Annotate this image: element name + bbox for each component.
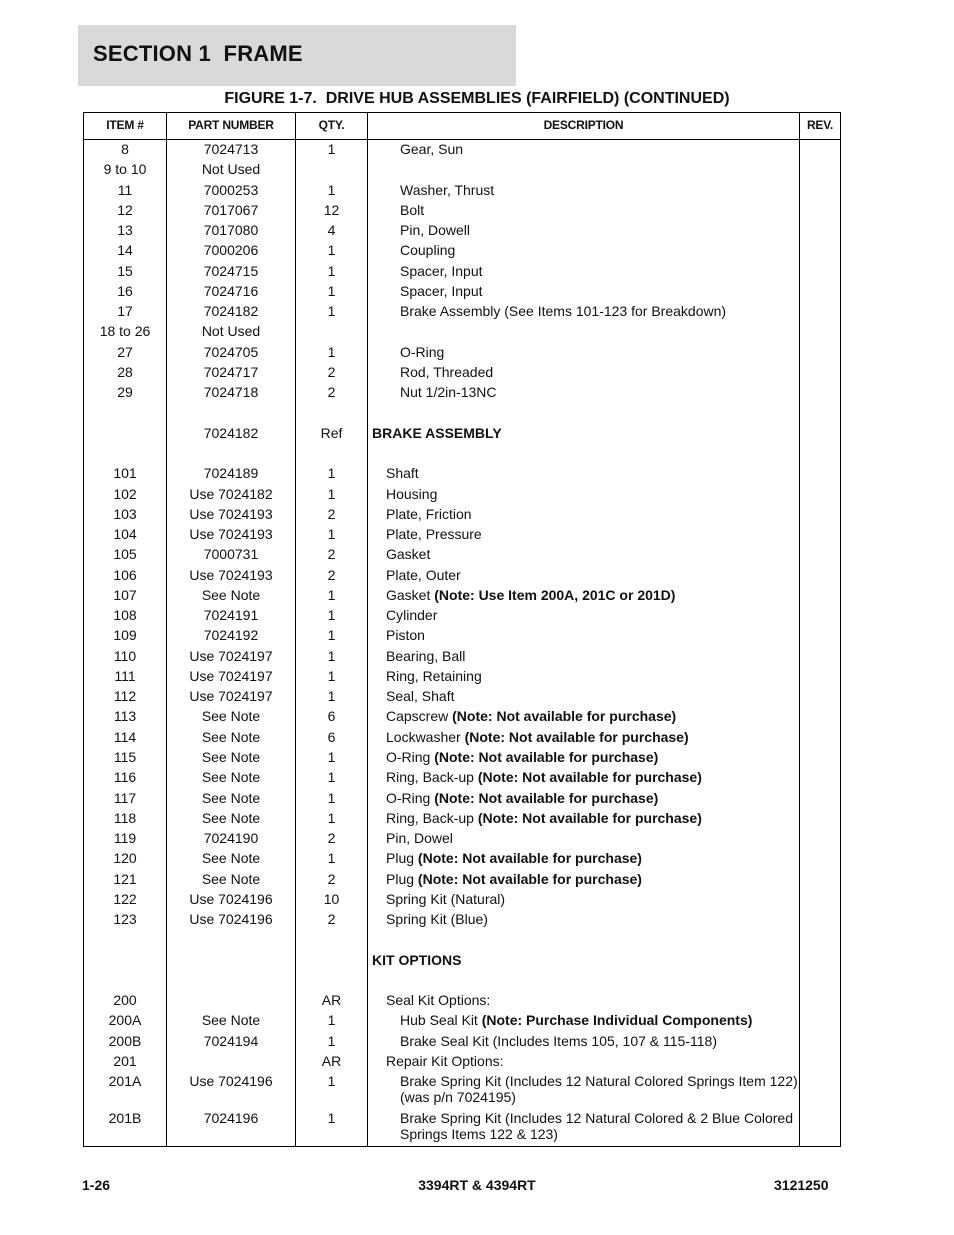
table-row — [84, 1011, 840, 1031]
table-row — [84, 971, 840, 991]
part-number: Use 7024196 — [189, 890, 273, 907]
part-number: Not Used — [201, 161, 261, 178]
description-text: Plate, Outer — [386, 566, 461, 583]
part-number: 7024189 — [203, 465, 259, 482]
table-row — [84, 1072, 840, 1109]
quantity: 1 — [327, 1073, 336, 1090]
description-text: O-Ring — [386, 748, 435, 765]
table-row — [84, 728, 840, 748]
table-row — [84, 241, 840, 261]
table-row — [84, 201, 840, 221]
quantity: 1 — [327, 789, 336, 806]
quantity: 1 — [327, 850, 336, 867]
description-text: Gear, Sun — [400, 141, 464, 157]
table-row — [84, 687, 840, 707]
item-number: 17 — [117, 303, 133, 320]
item-number: 119 — [113, 830, 137, 847]
description-text: Housing — [386, 485, 438, 502]
table-row — [84, 181, 840, 201]
item-number: 200B — [108, 1032, 142, 1049]
table-row — [84, 829, 840, 849]
item-number: 112 — [113, 688, 137, 705]
item-number: 107 — [113, 586, 137, 603]
description — [368, 627, 816, 643]
description-text: Brake Assembly (See Items 101-123 for Breakdown) — [400, 303, 727, 320]
table-row — [84, 322, 840, 342]
table-row — [84, 1109, 840, 1143]
description-text: Coupling — [400, 242, 456, 259]
description-note: (Note: Purchase Individual Components) — [481, 1012, 753, 1029]
quantity: Ref — [320, 424, 343, 441]
column-header-part-number: PART NUMBER — [188, 118, 274, 132]
part-number: 7000253 — [203, 181, 259, 198]
description — [368, 344, 830, 360]
description — [368, 952, 802, 968]
table-row — [84, 363, 840, 383]
table-row — [84, 140, 840, 160]
item-number: 104 — [113, 526, 137, 543]
table-row — [84, 606, 840, 626]
description — [368, 202, 830, 218]
description-text: Spring Kit (Blue) — [386, 911, 488, 928]
quantity: AR — [321, 992, 342, 1009]
description-text: Rod, Threaded — [400, 363, 494, 380]
item-number: 116 — [113, 769, 137, 786]
section-header-band — [78, 25, 516, 86]
quantity: 1 — [327, 465, 336, 482]
column-header-description: DESCRIPTION — [543, 118, 624, 132]
part-number: 7024194 — [203, 1032, 259, 1049]
quantity: 1 — [327, 343, 336, 360]
part-number: 7000731 — [203, 546, 259, 563]
item-number: 102 — [113, 485, 137, 502]
table-row — [84, 991, 840, 1011]
description — [368, 242, 830, 258]
quantity: 1 — [327, 647, 336, 664]
description-text: Spring Kit (Natural) — [386, 890, 506, 907]
part-number: Use 7024182 — [189, 485, 273, 502]
item-number: 123 — [113, 911, 137, 928]
table-row — [84, 667, 840, 687]
column-header-qty: QTY. — [318, 118, 345, 132]
table-row — [84, 930, 840, 950]
table-row — [84, 262, 840, 282]
table-row — [84, 1052, 840, 1072]
description-text: Seal, Shaft — [386, 688, 455, 705]
item-number: 111 — [114, 667, 136, 684]
item-number: 15 — [117, 262, 133, 279]
table-row — [84, 789, 840, 809]
table-row — [84, 505, 840, 525]
description-text: Bearing, Ball — [386, 647, 466, 664]
part-number: 7024182 — [203, 303, 259, 320]
item-number: 8 — [121, 141, 129, 157]
description-text: Ring, Back-up — [386, 769, 478, 786]
part-number: 7024196 — [203, 1110, 259, 1127]
quantity: 2 — [327, 830, 336, 847]
table-row — [84, 545, 840, 565]
table-row — [84, 586, 840, 606]
quantity: 1 — [327, 667, 336, 684]
description-text: Plate, Friction — [386, 505, 472, 522]
part-number: Use 7024197 — [189, 688, 273, 705]
quantity: 1 — [327, 769, 336, 786]
item-number: 109 — [113, 627, 137, 644]
part-number: See Note — [201, 708, 261, 725]
item-number: 103 — [113, 505, 137, 522]
quantity: 2 — [327, 384, 336, 401]
quantity: 1 — [327, 242, 336, 259]
description — [368, 668, 816, 684]
description — [368, 546, 816, 562]
description — [368, 850, 816, 866]
description-text: Pin, Dowell — [400, 222, 471, 239]
part-number: See Note — [201, 748, 261, 765]
description — [368, 648, 816, 664]
description — [368, 1053, 816, 1069]
description — [368, 567, 816, 583]
table-row — [84, 282, 840, 302]
part-number: Use 7024197 — [189, 647, 273, 664]
part-number: Not Used — [201, 323, 261, 340]
description-note: (Note: Use Item 200A, 201C or 201D) — [434, 586, 676, 603]
part-number: See Note — [201, 850, 261, 867]
document-number: 3121250 — [774, 1177, 829, 1193]
quantity: 1 — [327, 262, 336, 279]
table-row — [84, 910, 840, 930]
item-number: 200A — [108, 1012, 142, 1029]
description — [368, 830, 816, 846]
page-number: 1-26 — [82, 1177, 111, 1193]
description — [368, 587, 816, 603]
quantity: 1 — [327, 303, 336, 320]
description — [368, 425, 802, 441]
description-text: Nut 1/2in-13NC — [400, 384, 497, 401]
item-number: 27 — [117, 343, 133, 360]
part-number: 7024190 — [203, 830, 259, 847]
part-number: Use 7024193 — [189, 505, 273, 522]
description — [368, 465, 816, 481]
part-number: Use 7024196 — [189, 911, 273, 928]
item-number: 13 — [117, 222, 133, 239]
item-number: 117 — [113, 789, 137, 806]
quantity: 10 — [323, 890, 340, 907]
item-number: 106 — [113, 566, 137, 583]
item-number: 11 — [117, 181, 133, 198]
parts-table-body — [84, 140, 840, 1143]
table-row — [84, 1032, 840, 1052]
quantity: 6 — [327, 728, 336, 745]
table-row — [84, 809, 840, 829]
item-number: 200 — [113, 992, 137, 1009]
description — [368, 222, 830, 238]
description-note: (Note: Not available for purchase) — [417, 870, 642, 887]
description-note: KIT OPTIONS — [372, 951, 462, 968]
description-text: Capscrew — [386, 708, 453, 725]
quantity: 2 — [327, 363, 336, 380]
quantity: 1 — [327, 485, 336, 502]
quantity: 1 — [327, 526, 336, 543]
description-text: Piston — [386, 627, 425, 644]
item-number: 118 — [113, 809, 137, 826]
model-number: 3394RT & 4394RT — [418, 1177, 536, 1193]
table-row — [84, 343, 840, 363]
part-number: See Note — [201, 809, 261, 826]
quantity: 1 — [327, 809, 336, 826]
table-row — [84, 768, 840, 788]
table-row — [84, 485, 840, 505]
description-text: Brake Spring Kit (Includes 12 Natural Colored Springs Item 122) (was p/n 7024195) — [400, 1073, 798, 1106]
part-number: 7017067 — [203, 201, 259, 218]
description-text: Plug — [386, 870, 418, 887]
quantity: 1 — [327, 627, 336, 644]
description — [368, 384, 830, 400]
description-note: BRAKE ASSEMBLY — [372, 424, 502, 441]
description-note: (Note: Not available for purchase) — [464, 728, 689, 745]
part-number: 7024715 — [203, 262, 259, 279]
item-number: 201 — [113, 1052, 137, 1069]
item-number: 105 — [113, 546, 137, 563]
parts-table — [83, 112, 841, 1147]
quantity: 2 — [327, 911, 336, 928]
description-note: (Note: Not available for purchase) — [477, 809, 702, 826]
quantity: 1 — [327, 1012, 336, 1029]
description — [368, 607, 816, 623]
description — [368, 1033, 830, 1049]
part-number: Use 7024193 — [189, 566, 273, 583]
description-note: (Note: Not available for purchase) — [417, 850, 642, 867]
quantity: 12 — [323, 201, 340, 218]
part-number: 7000206 — [203, 242, 259, 259]
description — [368, 506, 816, 522]
part-number: 7024705 — [203, 343, 259, 360]
part-number: 7024716 — [203, 282, 259, 299]
item-number: 16 — [117, 282, 133, 299]
part-number: See Note — [201, 586, 261, 603]
quantity: 1 — [327, 748, 336, 765]
table-row — [84, 647, 840, 667]
table-row — [84, 890, 840, 910]
part-number: 7024718 — [203, 384, 259, 401]
quantity: 1 — [327, 141, 336, 157]
description — [368, 749, 816, 765]
description-text: Spacer, Input — [400, 262, 483, 279]
description-note: (Note: Not available for purchase) — [434, 748, 659, 765]
description — [368, 364, 830, 380]
quantity: 2 — [327, 505, 336, 522]
description — [368, 769, 816, 785]
quantity: 2 — [327, 566, 336, 583]
description — [368, 790, 816, 806]
quantity: 1 — [327, 1110, 336, 1127]
description — [368, 303, 830, 319]
part-number: Use 7024196 — [189, 1073, 273, 1090]
table-row — [84, 748, 840, 768]
description-text: Spacer, Input — [400, 282, 483, 299]
description-note: (Note: Not available for purchase) — [452, 708, 677, 725]
part-number: 7024191 — [203, 607, 259, 624]
description — [368, 729, 816, 745]
quantity: 1 — [327, 181, 336, 198]
item-number: 18 to 26 — [99, 323, 151, 340]
description — [368, 526, 816, 542]
description-text: O-Ring — [400, 343, 445, 360]
description-text: Pin, Dowel — [386, 830, 453, 847]
quantity: 4 — [327, 222, 336, 239]
part-number: See Note — [201, 789, 261, 806]
column-header-rev: REV. — [806, 118, 834, 132]
description-text: Ring, Retaining — [386, 667, 482, 684]
description-text: Seal Kit Options: — [386, 992, 491, 1009]
table-row — [84, 383, 840, 403]
quantity: AR — [321, 1052, 342, 1069]
quantity: 2 — [327, 546, 336, 563]
item-number: 115 — [113, 748, 137, 765]
part-number: See Note — [201, 769, 261, 786]
part-number: Use 7024193 — [189, 526, 273, 543]
item-number: 113 — [113, 708, 137, 725]
quantity: 1 — [327, 688, 336, 705]
description — [368, 810, 816, 826]
part-number: 7024182 — [203, 424, 259, 441]
table-row — [84, 444, 840, 464]
item-number: 29 — [117, 384, 133, 401]
item-number: 14 — [117, 242, 133, 259]
description-text: Repair Kit Options: — [386, 1052, 504, 1069]
description-note: (Note: Not available for purchase) — [477, 769, 702, 786]
item-number: 121 — [113, 870, 137, 887]
description — [368, 486, 816, 502]
description — [368, 688, 816, 704]
item-number: 114 — [113, 728, 137, 745]
quantity: 1 — [327, 282, 336, 299]
item-number: 120 — [113, 850, 137, 867]
column-header-item: ITEM # — [106, 118, 144, 132]
table-row — [84, 951, 840, 971]
description — [368, 708, 816, 724]
table-row — [84, 849, 840, 869]
quantity: 6 — [327, 708, 336, 725]
part-number: 7017080 — [203, 222, 259, 239]
table-row — [84, 626, 840, 646]
description — [368, 871, 816, 887]
description-note: (Note: Not available for purchase) — [434, 789, 659, 806]
item-number: 101 — [113, 465, 137, 482]
description-text: Brake Spring Kit (Includes 12 Natural Colored & 2 Blue Colored Springs Items 122 & 123) — [400, 1110, 793, 1143]
description — [368, 182, 830, 198]
table-row — [84, 525, 840, 545]
quantity: 2 — [327, 870, 336, 887]
description-text: Shaft — [386, 465, 419, 482]
table-row — [84, 424, 840, 444]
quantity: 1 — [327, 607, 336, 624]
figure-title: FIGURE 1-7. DRIVE HUB ASSEMBLIES (FAIRFIELD) (CONTINUED) — [224, 90, 730, 107]
part-number: See Note — [201, 1012, 261, 1029]
table-row — [84, 566, 840, 586]
table-row — [84, 464, 840, 484]
description — [368, 992, 816, 1008]
description-text: Gasket — [386, 586, 435, 603]
description — [368, 263, 830, 279]
table-row — [84, 403, 840, 423]
quantity: 1 — [327, 586, 336, 603]
table-row — [84, 870, 840, 890]
table-row — [84, 707, 840, 727]
item-number: 201A — [108, 1073, 142, 1090]
item-number: 108 — [113, 607, 137, 624]
description — [368, 891, 816, 907]
item-number: 110 — [113, 647, 137, 664]
description-text: Plug — [386, 850, 418, 867]
part-number: Use 7024197 — [189, 667, 273, 684]
table-row — [84, 221, 840, 241]
description — [368, 911, 816, 927]
description — [368, 1110, 830, 1142]
item-number: 12 — [117, 201, 133, 218]
description-text: Ring, Back-up — [386, 809, 478, 826]
item-number: 201B — [108, 1110, 142, 1127]
item-number: 9 to 10 — [103, 161, 147, 178]
part-number: 7024713 — [203, 141, 259, 157]
table-row — [84, 160, 840, 180]
part-number: See Note — [201, 870, 261, 887]
description-text: Washer, Thrust — [400, 181, 495, 198]
description — [368, 1012, 830, 1028]
description — [368, 283, 830, 299]
quantity: 1 — [327, 1032, 336, 1049]
part-number: See Note — [201, 728, 261, 745]
part-number: 7024192 — [203, 627, 259, 644]
section-title: SECTION 1 FRAME — [93, 41, 303, 66]
description-text: O-Ring — [386, 789, 435, 806]
description-text: Hub Seal Kit — [400, 1012, 482, 1029]
part-number: 7024717 — [203, 363, 259, 380]
description-text: Gasket — [386, 546, 431, 563]
description-text: Plate, Pressure — [386, 526, 482, 543]
description-text: Bolt — [400, 201, 425, 218]
item-number: 28 — [117, 363, 133, 380]
description — [368, 141, 830, 157]
description-text: Cylinder — [386, 607, 438, 624]
description-text: Brake Seal Kit (Includes Items 105, 107 & 115-118) — [400, 1032, 717, 1049]
description — [368, 1073, 830, 1105]
table-row — [84, 302, 840, 322]
description-text: Lockwasher — [386, 728, 465, 745]
item-number: 122 — [113, 890, 137, 907]
